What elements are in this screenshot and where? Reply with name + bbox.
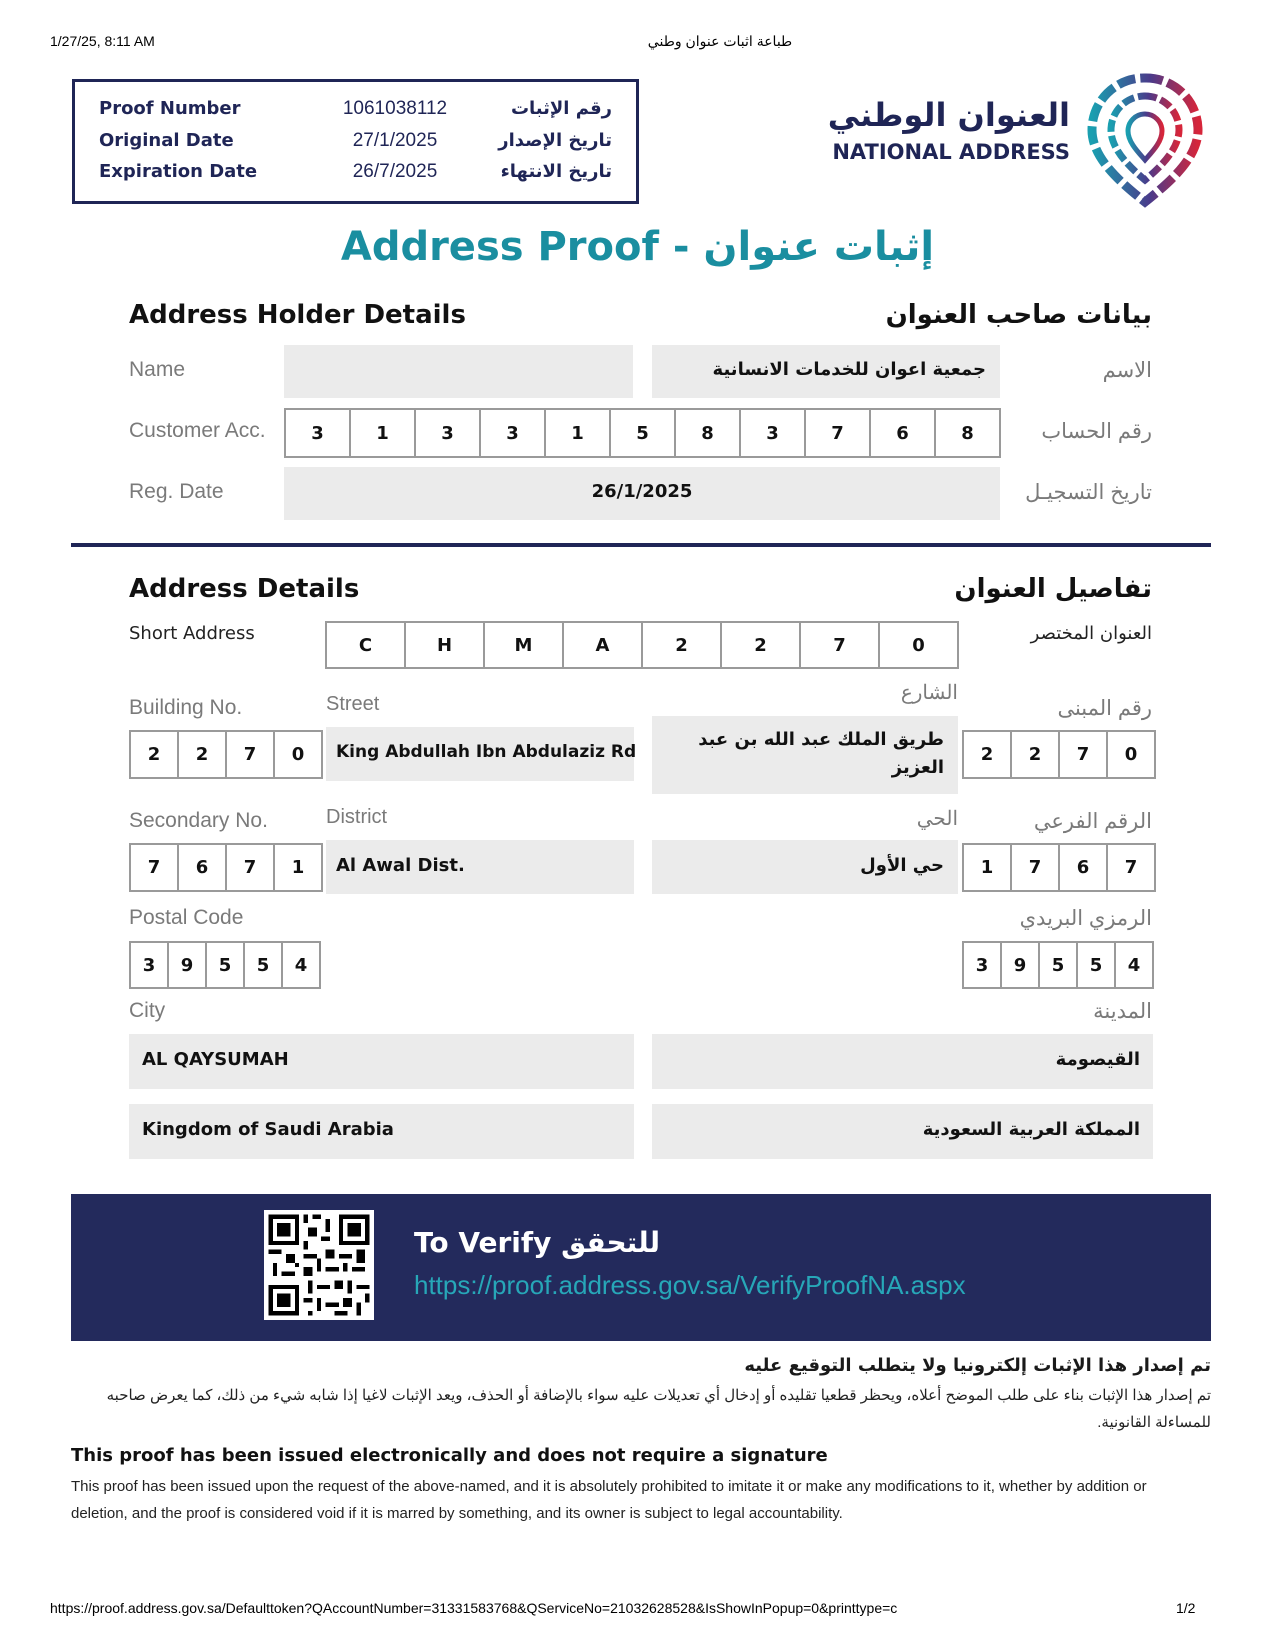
postal-digit: 9 [1000, 941, 1040, 989]
secondary-digit: 7 [129, 843, 179, 892]
name-label: Name [129, 358, 186, 381]
city-value-ar: القيصومة [1055, 1049, 1140, 1070]
building-digit: 7 [1058, 730, 1108, 779]
reg-date-field [284, 467, 1000, 520]
acc-digit: 5 [609, 408, 676, 458]
print-footer-url: https://proof.address.gov.sa/Defaulttoken?QAccountNumber=31331583768&QServiceNo=21032628528&IsShowInPopup=0&printtype=c [50, 1600, 898, 1616]
print-page-number: 1/2 [1176, 1600, 1196, 1616]
street-label-ar: الشارع [900, 682, 958, 704]
disclaimer-title-en: This proof has been issued electronically and does not require a signature [71, 1445, 828, 1466]
building-digit: 2 [962, 730, 1012, 779]
secondary-digit: 1 [273, 843, 323, 892]
pin-logo-icon [1080, 70, 1210, 210]
street-field-en [326, 727, 637, 781]
building-digit: 2 [1010, 730, 1060, 779]
secondary-label: Secondary No. [129, 809, 268, 832]
secondary-digit: 6 [1058, 843, 1108, 892]
building-digit: 2 [177, 730, 227, 779]
short-address-chars [325, 621, 959, 669]
secondary-digit: 6 [177, 843, 227, 892]
original-date-row [75, 130, 636, 160]
street-value-ar: طريق الملك عبد الله بن عبد العزيز [698, 729, 944, 778]
original-date-label: Original Date [99, 130, 234, 151]
city-field-en [129, 1034, 634, 1089]
acc-digit: 6 [869, 408, 936, 458]
district-value-ar: حي الأول [860, 855, 944, 876]
postal-digit: 5 [243, 941, 283, 989]
postal-code-label: Postal Code [129, 906, 244, 929]
building-digit: 0 [1106, 730, 1156, 779]
building-digit: 7 [225, 730, 275, 779]
name-label-ar: الاسم [1102, 359, 1152, 382]
proof-number-label-ar: رقم الإثبات [510, 98, 612, 119]
disclaimer-body-ar: تم إصدار هذا الإثبات بناء على طلب الموضح أعلاه، ويحظر قطعيا تقليده أو إدخال أي تعديلات عليه سواء بالإضافة أو الحذف، ويعد الإثبات لاغيا إذا شابه شيء من ذلك، كما يعرض صاحبه للمساءلة القانونية. [106, 1387, 1211, 1431]
address-section-title: Address Details [129, 574, 360, 604]
acc-digit: 3 [739, 408, 806, 458]
proof-number-row [75, 98, 636, 128]
verify-label: To Verify للتحقق [414, 1226, 661, 1259]
short-address-label: Short Address [129, 623, 255, 644]
city-value-en: AL QAYSUMAH [142, 1049, 289, 1070]
reg-date-label-ar: تاريخ التسجيـل [1025, 481, 1152, 504]
acc-digit: 3 [284, 408, 351, 458]
logo-english: NATIONAL ADDRESS [832, 140, 1070, 164]
qr-code-icon [264, 1210, 374, 1320]
name-field-en [284, 345, 633, 398]
secondary-digit: 7 [1010, 843, 1060, 892]
expiration-date-value: 26/7/2025 [352, 161, 438, 182]
secondary-digits-en [129, 843, 323, 892]
postal-digits-ar [962, 941, 1154, 989]
secondary-digit: 7 [1106, 843, 1156, 892]
verify-banner [71, 1194, 1211, 1341]
building-digits-en [129, 730, 323, 779]
postal-digits-en [129, 941, 321, 989]
building-digit: 0 [273, 730, 323, 779]
acc-digit: 8 [674, 408, 741, 458]
acc-digit: 1 [349, 408, 416, 458]
postal-digit: 9 [167, 941, 207, 989]
short-address-char: M [483, 621, 564, 669]
postal-digit: 5 [205, 941, 245, 989]
building-label-ar: رقم المبنى [1057, 697, 1152, 720]
postal-digit: 4 [1114, 941, 1154, 989]
district-field-ar [652, 840, 958, 894]
secondary-digit: 1 [962, 843, 1012, 892]
expiration-date-label: Expiration Date [99, 161, 258, 182]
acc-digit: 8 [934, 408, 1001, 458]
print-datetime: 1/27/25, 8:11 AM [50, 33, 155, 49]
acc-digit: 7 [804, 408, 871, 458]
customer-acc-digits [284, 408, 1001, 458]
secondary-digit: 7 [225, 843, 275, 892]
proof-number-label: Proof Number [99, 98, 241, 119]
name-field-ar [652, 345, 1000, 398]
main-title: Address Proof - إثبات عنوان [340, 224, 935, 270]
short-address-char: H [404, 621, 485, 669]
holder-section-title: Address Holder Details [129, 300, 466, 330]
expiration-date-label-ar: تاريخ الانتهاء [500, 161, 612, 182]
postal-digit: 4 [281, 941, 321, 989]
short-address-char: 0 [878, 621, 959, 669]
holder-section-title-ar: بيانات صاحب العنوان [885, 300, 1152, 330]
proof-number-value: 1061038112 [342, 98, 448, 119]
address-section-title-ar: تفاصيل العنوان [954, 574, 1152, 604]
postal-digit: 3 [962, 941, 1002, 989]
name-value-ar: جمعية اعوان للخدمات الانسانية [712, 359, 986, 380]
logo-arabic: العنوان الوطني [827, 96, 1070, 134]
street-value-en: King Abdullah Ibn Abdulaziz Rd [336, 742, 637, 762]
secondary-digits-ar [962, 843, 1156, 892]
national-address-logo-text [810, 76, 1070, 186]
district-label: District [326, 806, 388, 828]
acc-digit: 3 [479, 408, 546, 458]
building-label: Building No. [129, 696, 243, 719]
customer-acc-label-ar: رقم الحساب [1041, 420, 1152, 443]
section-divider [71, 543, 1211, 547]
street-label: Street [326, 693, 380, 715]
secondary-label-ar: الرقم الفرعي [1033, 810, 1152, 833]
reg-date-value: 26/1/2025 [591, 481, 693, 502]
country-field-en [129, 1104, 634, 1159]
postal-code-label-ar: الرمزي البريدي [1019, 907, 1152, 930]
country-field-ar [652, 1104, 1153, 1159]
district-field-en [326, 840, 634, 894]
short-address-char: 7 [799, 621, 880, 669]
district-value-en: Al Awal Dist. [336, 855, 465, 876]
postal-digit: 5 [1038, 941, 1078, 989]
original-date-label-ar: تاريخ الإصدار [498, 130, 612, 151]
verify-url-link[interactable]: https://proof.address.gov.sa/VerifyProofNA.aspx [414, 1270, 966, 1300]
street-field-ar [652, 716, 958, 794]
country-value-en: Kingdom of Saudi Arabia [142, 1119, 394, 1140]
proof-info-box [72, 79, 639, 204]
short-address-label-ar: العنوان المختصر [1030, 623, 1152, 644]
short-address-char: A [562, 621, 643, 669]
print-title: طباعة اثبات عنوان وطني [647, 33, 793, 49]
postal-digit: 5 [1076, 941, 1116, 989]
postal-digit: 3 [129, 941, 169, 989]
acc-digit: 3 [414, 408, 481, 458]
reg-date-label: Reg. Date [129, 480, 224, 503]
disclaimer-title-ar: تم إصدار هذا الإثبات إلكترونيا ولا يتطلب التوقيع عليه [744, 1355, 1211, 1376]
short-address-char: 2 [641, 621, 722, 669]
original-date-value: 27/1/2025 [352, 130, 438, 151]
country-value-ar: المملكة العربية السعودية [922, 1119, 1140, 1140]
city-field-ar [652, 1034, 1153, 1089]
city-label: City [129, 999, 166, 1022]
customer-acc-label: Customer Acc. [129, 419, 266, 442]
city-label-ar: المدينة [1093, 1000, 1152, 1023]
building-digit: 2 [129, 730, 179, 779]
disclaimer-body-en: This proof has been issued upon the request of the above-named, and it is absolutely prohibited to imitate it or make any modifications to it, whether by addition or deletion, and the proof is considered void if it is marred by something, and its owner is subject to legal accountability. [71, 1478, 1147, 1522]
short-address-char: 2 [720, 621, 801, 669]
short-address-char: C [325, 621, 406, 669]
building-digits-ar [962, 730, 1156, 779]
acc-digit: 1 [544, 408, 611, 458]
district-label-ar: الحي [916, 808, 958, 830]
expiration-date-row [75, 161, 636, 191]
